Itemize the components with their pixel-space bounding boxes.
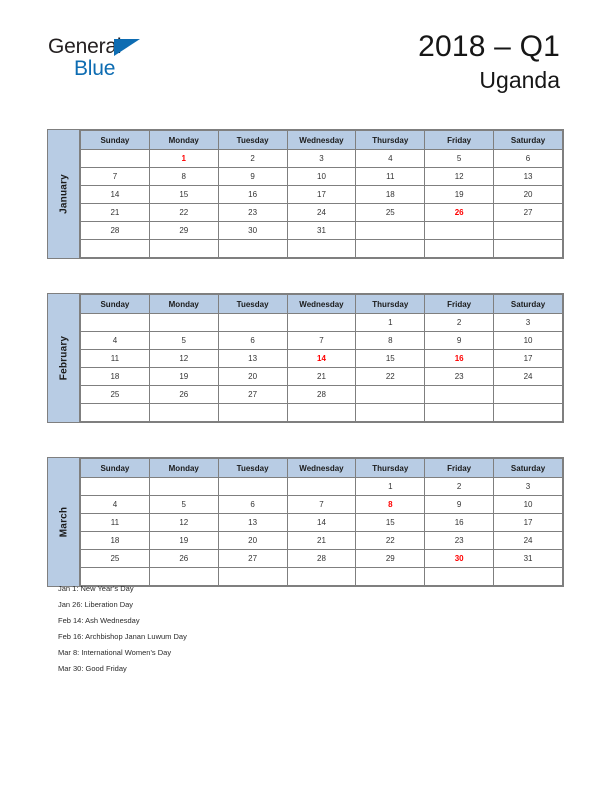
day-cell[interactable]: 28: [81, 222, 150, 240]
day-cell[interactable]: 22: [149, 204, 218, 222]
weekday-header-wednesday: Wednesday: [287, 131, 356, 150]
month-label-text: February: [58, 335, 69, 381]
week-row: [81, 386, 563, 404]
day-cell[interactable]: 25: [81, 550, 150, 568]
day-cell-empty: [149, 404, 218, 422]
page-title: 2018 – Q1: [418, 30, 560, 63]
day-cell[interactable]: 27: [218, 550, 287, 568]
day-cell[interactable]: 12: [425, 168, 494, 186]
weekday-header-saturday: Saturday: [494, 295, 563, 314]
day-cell-empty: [149, 478, 218, 496]
day-cell-holiday[interactable]: 26: [425, 204, 494, 222]
day-cell[interactable]: 17: [494, 514, 563, 532]
calendar-table: [80, 294, 563, 422]
day-cell-empty: [494, 404, 563, 422]
month-block-march: [47, 457, 564, 587]
page-header: [0, 0, 612, 92]
month-label-text: March: [58, 506, 69, 538]
day-cell[interactable]: 28: [287, 386, 356, 404]
day-cell[interactable]: 18: [81, 368, 150, 386]
day-cell-holiday[interactable]: 8: [356, 496, 425, 514]
day-cell[interactable]: 21: [287, 368, 356, 386]
weekday-header-sunday: Sunday: [81, 295, 150, 314]
calendar-table: [80, 130, 563, 258]
holiday-legend-item: Mar 8: International Women’s Day: [58, 648, 172, 657]
day-cell[interactable]: 6: [218, 332, 287, 350]
day-cell[interactable]: 19: [425, 186, 494, 204]
calendar-table: [80, 458, 563, 586]
day-cell[interactable]: 24: [287, 204, 356, 222]
day-cell[interactable]: 28: [287, 550, 356, 568]
week-row: [81, 532, 563, 550]
day-cell[interactable]: 5: [149, 496, 218, 514]
day-cell[interactable]: 6: [494, 150, 563, 168]
day-cell[interactable]: 18: [356, 186, 425, 204]
holiday-legend-item: Mar 30: Good Friday: [58, 664, 127, 673]
holiday-legend-item: Feb 14: Ash Wednesday: [58, 616, 140, 625]
day-cell[interactable]: 22: [356, 368, 425, 386]
day-cell[interactable]: 9: [425, 496, 494, 514]
weekday-header-wednesday: Wednesday: [287, 459, 356, 478]
day-cell[interactable]: 20: [218, 368, 287, 386]
weekday-header-tuesday: Tuesday: [218, 459, 287, 478]
day-cell-empty: [494, 386, 563, 404]
day-cell[interactable]: 3: [287, 150, 356, 168]
week-row: [81, 404, 563, 422]
month-label: [48, 130, 80, 258]
day-cell-empty: [218, 314, 287, 332]
month-label: [48, 458, 80, 586]
day-cell-empty: [81, 478, 150, 496]
day-cell-empty: [356, 240, 425, 258]
day-cell[interactable]: 23: [425, 368, 494, 386]
day-cell-holiday[interactable]: 1: [149, 150, 218, 168]
day-cell[interactable]: 27: [218, 386, 287, 404]
weekday-header-thursday: Thursday: [356, 131, 425, 150]
day-cell[interactable]: 10: [494, 332, 563, 350]
day-cell[interactable]: 12: [149, 350, 218, 368]
day-cell-empty: [287, 240, 356, 258]
brand-name-blue: Blue: [74, 57, 116, 80]
day-cell[interactable]: 16: [425, 514, 494, 532]
day-cell-empty: [425, 568, 494, 586]
day-cell-empty: [356, 404, 425, 422]
week-row: [81, 204, 563, 222]
day-cell[interactable]: 24: [494, 368, 563, 386]
day-cell[interactable]: 23: [218, 204, 287, 222]
day-cell[interactable]: 30: [218, 222, 287, 240]
day-cell[interactable]: 4: [81, 496, 150, 514]
brand-name-general: General: [48, 35, 122, 58]
week-row: [81, 496, 563, 514]
week-row: [81, 514, 563, 532]
day-cell[interactable]: 17: [494, 350, 563, 368]
title-block: [418, 30, 560, 95]
week-row: [81, 150, 563, 168]
day-cell[interactable]: 11: [356, 168, 425, 186]
day-cell[interactable]: 19: [149, 368, 218, 386]
day-cell[interactable]: 20: [218, 532, 287, 550]
day-cell[interactable]: 14: [287, 514, 356, 532]
day-cell-empty: [425, 222, 494, 240]
weekday-header-row: [81, 459, 563, 478]
day-cell-empty: [149, 240, 218, 258]
weekday-header-wednesday: Wednesday: [287, 295, 356, 314]
day-cell-empty: [218, 404, 287, 422]
day-cell[interactable]: 13: [218, 514, 287, 532]
day-cell-holiday[interactable]: 30: [425, 550, 494, 568]
day-cell-holiday[interactable]: 16: [425, 350, 494, 368]
day-cell[interactable]: 29: [356, 550, 425, 568]
day-cell-empty: [287, 314, 356, 332]
day-cell[interactable]: 25: [356, 204, 425, 222]
weekday-header-row: [81, 131, 563, 150]
day-cell[interactable]: 2: [425, 314, 494, 332]
day-cell[interactable]: 6: [218, 496, 287, 514]
week-row: [81, 478, 563, 496]
day-cell[interactable]: 5: [149, 332, 218, 350]
day-cell-empty: [356, 222, 425, 240]
day-cell-empty: [425, 240, 494, 258]
day-cell[interactable]: 27: [494, 204, 563, 222]
day-cell[interactable]: 26: [149, 550, 218, 568]
day-cell[interactable]: 7: [287, 332, 356, 350]
month-label-text: January: [58, 174, 69, 214]
day-cell-empty: [218, 240, 287, 258]
week-row: [81, 332, 563, 350]
day-cell-empty: [494, 222, 563, 240]
day-cell-empty: [494, 240, 563, 258]
week-row: [81, 222, 563, 240]
day-cell[interactable]: 29: [149, 222, 218, 240]
day-cell[interactable]: 2: [218, 150, 287, 168]
day-cell[interactable]: 4: [81, 332, 150, 350]
day-cell[interactable]: 1: [356, 478, 425, 496]
day-cell[interactable]: 15: [356, 514, 425, 532]
day-cell[interactable]: 16: [218, 186, 287, 204]
day-cell-empty: [287, 568, 356, 586]
day-cell[interactable]: 31: [494, 550, 563, 568]
day-cell-empty: [356, 568, 425, 586]
weekday-header-sunday: Sunday: [81, 459, 150, 478]
day-cell-empty: [287, 404, 356, 422]
day-cell[interactable]: 18: [81, 532, 150, 550]
day-cell[interactable]: 17: [287, 186, 356, 204]
week-row: [81, 168, 563, 186]
day-cell-empty: [81, 404, 150, 422]
day-cell[interactable]: 31: [287, 222, 356, 240]
weekday-header-row: [81, 295, 563, 314]
weekday-header-friday: Friday: [425, 131, 494, 150]
page-subtitle-country: Uganda: [479, 67, 560, 93]
day-cell-empty: [356, 386, 425, 404]
blue-triangle-flag-icon: [114, 39, 140, 56]
day-cell[interactable]: 9: [425, 332, 494, 350]
day-cell[interactable]: 21: [81, 204, 150, 222]
day-cell[interactable]: 26: [149, 386, 218, 404]
weekday-header-saturday: Saturday: [494, 131, 563, 150]
day-cell-empty: [425, 404, 494, 422]
day-cell[interactable]: 15: [356, 350, 425, 368]
day-cell[interactable]: 10: [287, 168, 356, 186]
day-cell[interactable]: 15: [149, 186, 218, 204]
week-row: [81, 186, 563, 204]
day-cell[interactable]: 14: [81, 186, 150, 204]
holiday-legend-item: Feb 16: Archbishop Janan Luwum Day: [58, 632, 187, 641]
day-cell[interactable]: 11: [81, 514, 150, 532]
week-row: [81, 368, 563, 386]
weekday-header-tuesday: Tuesday: [218, 295, 287, 314]
day-cell[interactable]: 10: [494, 496, 563, 514]
weekday-header-thursday: Thursday: [356, 459, 425, 478]
day-cell[interactable]: 13: [218, 350, 287, 368]
weekday-header-monday: Monday: [149, 459, 218, 478]
month-block-february: [47, 293, 564, 423]
day-cell[interactable]: 8: [356, 332, 425, 350]
day-cell-empty: [494, 568, 563, 586]
weekday-header-friday: Friday: [425, 295, 494, 314]
day-cell[interactable]: 13: [494, 168, 563, 186]
day-cell-empty: [218, 478, 287, 496]
weekday-header-monday: Monday: [149, 131, 218, 150]
day-cell-empty: [287, 478, 356, 496]
weekday-header-tuesday: Tuesday: [218, 131, 287, 150]
holiday-legend-item: Jan 1: New Year’s Day: [58, 584, 134, 593]
day-cell-empty: [425, 386, 494, 404]
day-cell-empty: [218, 568, 287, 586]
day-cell[interactable]: 23: [425, 532, 494, 550]
day-cell-empty: [81, 150, 150, 168]
day-cell[interactable]: 5: [425, 150, 494, 168]
day-cell[interactable]: 7: [287, 496, 356, 514]
month-label: [48, 294, 80, 422]
day-cell[interactable]: 3: [494, 478, 563, 496]
day-cell[interactable]: 2: [425, 478, 494, 496]
day-cell[interactable]: 12: [149, 514, 218, 532]
day-cell[interactable]: 11: [81, 350, 150, 368]
day-cell[interactable]: 4: [356, 150, 425, 168]
day-cell[interactable]: 9: [218, 168, 287, 186]
month-block-january: [47, 129, 564, 259]
weekday-header-friday: Friday: [425, 459, 494, 478]
day-cell-holiday[interactable]: 14: [287, 350, 356, 368]
weekday-header-thursday: Thursday: [356, 295, 425, 314]
day-cell[interactable]: 3: [494, 314, 563, 332]
day-cell-empty: [149, 314, 218, 332]
week-row: [81, 550, 563, 568]
weekday-header-monday: Monday: [149, 295, 218, 314]
week-row: [81, 350, 563, 368]
day-cell-empty: [81, 240, 150, 258]
day-cell[interactable]: 21: [287, 532, 356, 550]
quarter-calendars: [47, 129, 564, 621]
week-row: [81, 314, 563, 332]
day-cell[interactable]: 1: [356, 314, 425, 332]
weekday-header-sunday: Sunday: [81, 131, 150, 150]
day-cell[interactable]: 22: [356, 532, 425, 550]
general-blue-logo: [48, 36, 121, 79]
day-cell[interactable]: 19: [149, 532, 218, 550]
day-cell[interactable]: 20: [494, 186, 563, 204]
week-row: [81, 240, 563, 258]
holiday-legend: [58, 581, 187, 677]
holiday-legend-item: Jan 26: Liberation Day: [58, 600, 134, 609]
weekday-header-saturday: Saturday: [494, 459, 563, 478]
day-cell[interactable]: 8: [149, 168, 218, 186]
day-cell-empty: [81, 314, 150, 332]
day-cell[interactable]: 7: [81, 168, 150, 186]
day-cell[interactable]: 25: [81, 386, 150, 404]
day-cell[interactable]: 24: [494, 532, 563, 550]
